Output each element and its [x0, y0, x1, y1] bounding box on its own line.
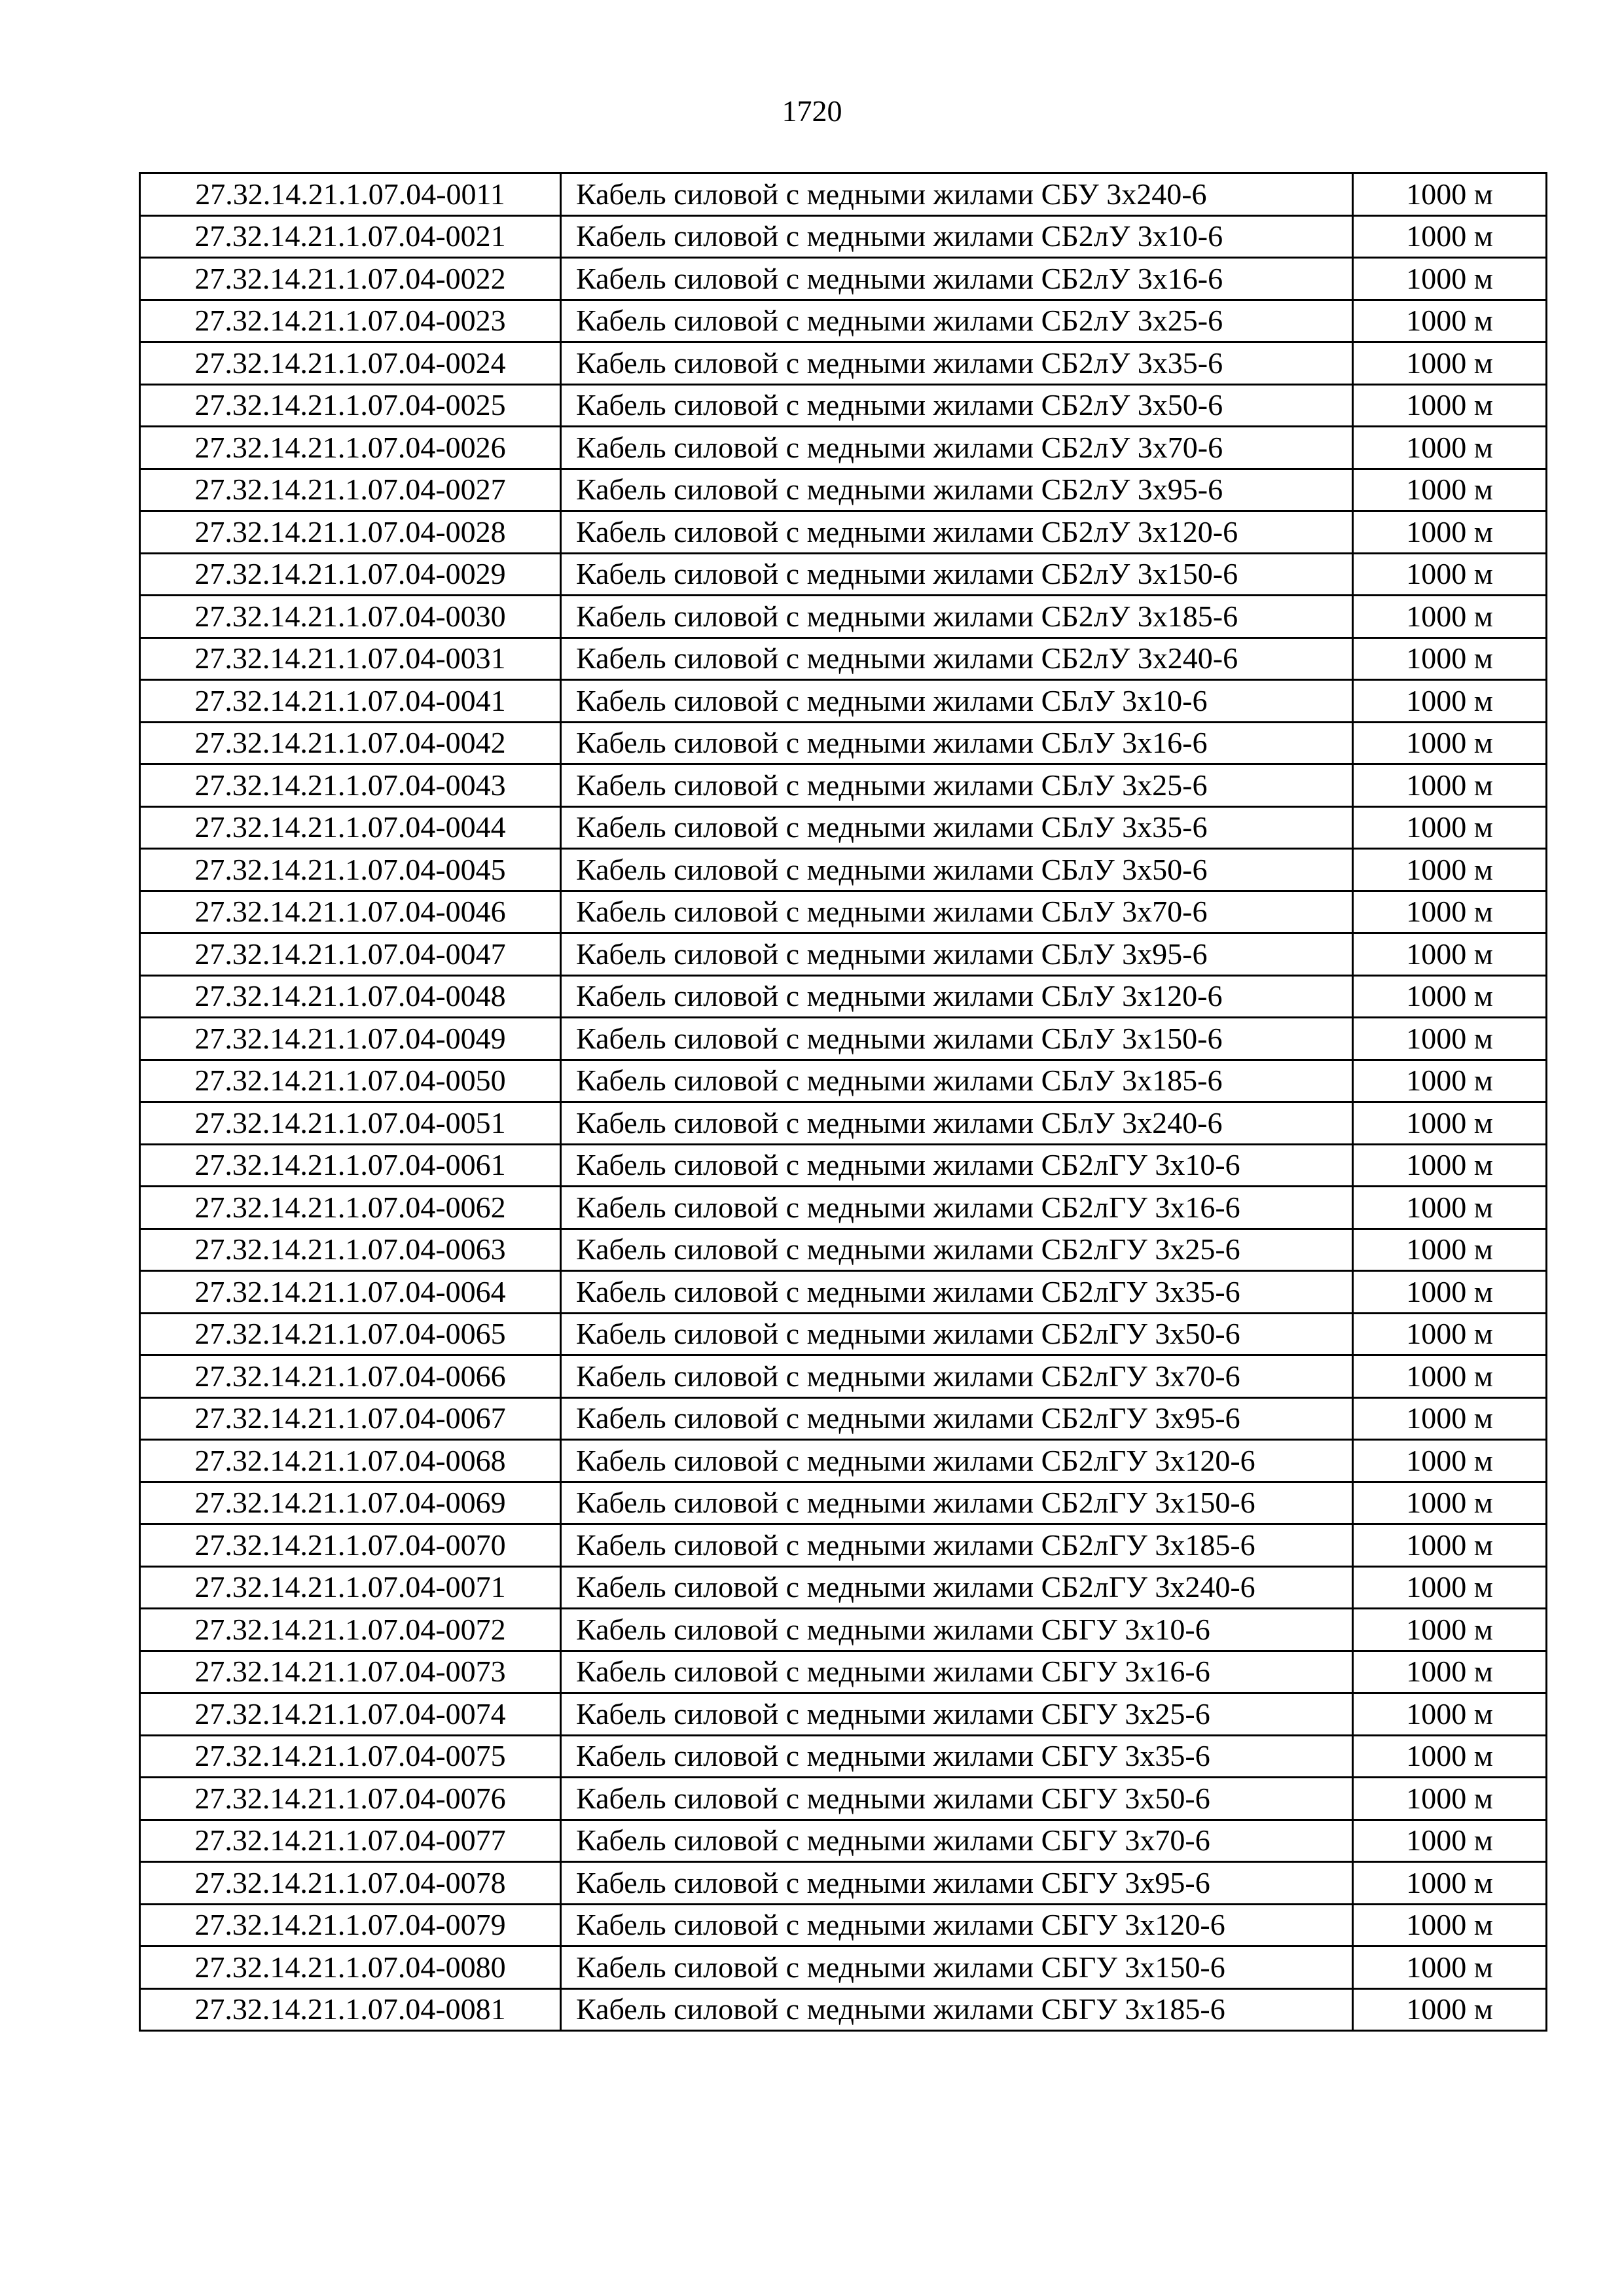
- item-name-cell: Кабель силовой с медными жилами СБлУ 3х95-6: [561, 933, 1353, 976]
- table-row: [140, 1271, 1547, 1314]
- item-name-cell: Кабель силовой с медными жилами СБ2лГУ 3х120-6: [561, 1440, 1353, 1482]
- table-row: [140, 1904, 1547, 1946]
- item-code-cell: 27.32.14.21.1.07.04-0074: [140, 1693, 561, 1736]
- item-code-cell: 27.32.14.21.1.07.04-0031: [140, 637, 561, 680]
- page-number: 1720: [782, 94, 842, 128]
- item-unit-cell: 1000 м: [1353, 1904, 1547, 1946]
- table-row: [140, 1524, 1547, 1567]
- item-name-cell: Кабель силовой с медными жилами СБ2лУ 3х70-6: [561, 427, 1353, 469]
- table-row: [140, 1778, 1547, 1820]
- item-code-cell: 27.32.14.21.1.07.04-0081: [140, 1988, 561, 2031]
- table-row: [140, 637, 1547, 680]
- item-unit-cell: 1000 м: [1353, 1144, 1547, 1187]
- item-name-cell: Кабель силовой с медными жилами СБлУ 3х10-6: [561, 680, 1353, 723]
- item-code-cell: 27.32.14.21.1.07.04-0051: [140, 1102, 561, 1145]
- item-name-cell: Кабель силовой с медными жилами СБлУ 3х35-6: [561, 806, 1353, 849]
- item-name-cell: Кабель силовой с медными жилами СБ2лГУ 3х70-6: [561, 1355, 1353, 1398]
- item-code-cell: 27.32.14.21.1.07.04-0047: [140, 933, 561, 976]
- item-code-cell: 27.32.14.21.1.07.04-0044: [140, 806, 561, 849]
- item-code-cell: 27.32.14.21.1.07.04-0023: [140, 300, 561, 342]
- item-code-cell: 27.32.14.21.1.07.04-0028: [140, 511, 561, 554]
- item-name-cell: Кабель силовой с медными жилами СБУ 3х240-6: [561, 173, 1353, 216]
- item-name-cell: Кабель силовой с медными жилами СБлУ 3х240-6: [561, 1102, 1353, 1145]
- item-code-cell: 27.32.14.21.1.07.04-0043: [140, 764, 561, 807]
- item-code-cell: 27.32.14.21.1.07.04-0071: [140, 1566, 561, 1609]
- item-name-cell: Кабель силовой с медными жилами СБГУ 3х50-6: [561, 1778, 1353, 1820]
- table-row: [140, 258, 1547, 300]
- table-row: [140, 849, 1547, 891]
- item-name-cell: Кабель силовой с медными жилами СБ2лУ 3х185-6: [561, 596, 1353, 638]
- table-row: [140, 1313, 1547, 1355]
- item-name-cell: Кабель силовой с медными жилами СБлУ 3х120-6: [561, 975, 1353, 1018]
- table-row: [140, 1988, 1547, 2031]
- item-code-cell: 27.32.14.21.1.07.04-0062: [140, 1187, 561, 1229]
- item-unit-cell: 1000 м: [1353, 1397, 1547, 1440]
- item-unit-cell: 1000 м: [1353, 1693, 1547, 1736]
- item-name-cell: Кабель силовой с медными жилами СБГУ 3х25-6: [561, 1693, 1353, 1736]
- item-name-cell: Кабель силовой с медными жилами СБ2лГУ 3х95-6: [561, 1397, 1353, 1440]
- table-row: [140, 1735, 1547, 1778]
- table-row: [140, 975, 1547, 1018]
- table-row: [140, 1609, 1547, 1651]
- item-code-cell: 27.32.14.21.1.07.04-0068: [140, 1440, 561, 1482]
- table-row: [140, 764, 1547, 807]
- table-row: [140, 933, 1547, 976]
- table-row: [140, 1187, 1547, 1229]
- item-code-cell: 27.32.14.21.1.07.04-0065: [140, 1313, 561, 1355]
- item-code-cell: 27.32.14.21.1.07.04-0077: [140, 1820, 561, 1862]
- item-code-cell: 27.32.14.21.1.07.04-0072: [140, 1609, 561, 1651]
- item-code-cell: 27.32.14.21.1.07.04-0080: [140, 1946, 561, 1989]
- item-code-cell: 27.32.14.21.1.07.04-0061: [140, 1144, 561, 1187]
- item-name-cell: Кабель силовой с медными жилами СБлУ 3х50-6: [561, 849, 1353, 891]
- item-unit-cell: 1000 м: [1353, 1271, 1547, 1314]
- item-unit-cell: 1000 м: [1353, 342, 1547, 385]
- item-unit-cell: 1000 м: [1353, 1609, 1547, 1651]
- item-code-cell: 27.32.14.21.1.07.04-0021: [140, 215, 561, 258]
- item-name-cell: Кабель силовой с медными жилами СБ2лУ 3х50-6: [561, 384, 1353, 427]
- table-row: [140, 680, 1547, 723]
- item-unit-cell: 1000 м: [1353, 891, 1547, 933]
- item-code-cell: 27.32.14.21.1.07.04-0066: [140, 1355, 561, 1398]
- table-row: [140, 1482, 1547, 1524]
- item-unit-cell: 1000 м: [1353, 1735, 1547, 1778]
- item-code-cell: 27.32.14.21.1.07.04-0073: [140, 1651, 561, 1693]
- item-code-cell: 27.32.14.21.1.07.04-0041: [140, 680, 561, 723]
- table-row: [140, 596, 1547, 638]
- item-name-cell: Кабель силовой с медными жилами СБ2лУ 3х25-6: [561, 300, 1353, 342]
- item-code-cell: 27.32.14.21.1.07.04-0045: [140, 849, 561, 891]
- item-unit-cell: 1000 м: [1353, 1482, 1547, 1524]
- item-unit-cell: 1000 м: [1353, 1946, 1547, 1989]
- item-code-cell: 27.32.14.21.1.07.04-0029: [140, 553, 561, 596]
- item-unit-cell: 1000 м: [1353, 1018, 1547, 1060]
- item-unit-cell: 1000 м: [1353, 680, 1547, 723]
- item-name-cell: Кабель силовой с медными жилами СБ2лГУ 3х185-6: [561, 1524, 1353, 1567]
- item-code-cell: 27.32.14.21.1.07.04-0069: [140, 1482, 561, 1524]
- item-unit-cell: 1000 м: [1353, 258, 1547, 300]
- item-unit-cell: 1000 м: [1353, 427, 1547, 469]
- item-name-cell: Кабель силовой с медными жилами СБ2лУ 3х16-6: [561, 258, 1353, 300]
- item-name-cell: Кабель силовой с медными жилами СБ2лУ 3х150-6: [561, 553, 1353, 596]
- item-unit-cell: 1000 м: [1353, 806, 1547, 849]
- item-name-cell: Кабель силовой с медными жилами СБлУ 3х25-6: [561, 764, 1353, 807]
- table-row: [140, 1693, 1547, 1736]
- item-unit-cell: 1000 м: [1353, 975, 1547, 1018]
- item-name-cell: Кабель силовой с медными жилами СБГУ 3х120-6: [561, 1904, 1353, 1946]
- item-unit-cell: 1000 м: [1353, 1229, 1547, 1271]
- table-row: [140, 1566, 1547, 1609]
- item-code-cell: 27.32.14.21.1.07.04-0070: [140, 1524, 561, 1567]
- table-row: [140, 1820, 1547, 1862]
- item-name-cell: Кабель силовой с медными жилами СБлУ 3х185-6: [561, 1060, 1353, 1102]
- item-code-cell: 27.32.14.21.1.07.04-0078: [140, 1862, 561, 1905]
- item-code-cell: 27.32.14.21.1.07.04-0026: [140, 427, 561, 469]
- table-row: [140, 1440, 1547, 1482]
- table-row: [140, 1229, 1547, 1271]
- item-unit-cell: 1000 м: [1353, 1524, 1547, 1567]
- table-row: [140, 300, 1547, 342]
- item-code-cell: 27.32.14.21.1.07.04-0079: [140, 1904, 561, 1946]
- item-name-cell: Кабель силовой с медными жилами СБ2лУ 3х35-6: [561, 342, 1353, 385]
- item-code-cell: 27.32.14.21.1.07.04-0064: [140, 1271, 561, 1314]
- catalog-table-body: [140, 173, 1547, 2031]
- item-code-cell: 27.32.14.21.1.07.04-0030: [140, 596, 561, 638]
- item-unit-cell: 1000 м: [1353, 511, 1547, 554]
- table-row: [140, 1355, 1547, 1398]
- table-row: [140, 1862, 1547, 1905]
- item-unit-cell: 1000 м: [1353, 1862, 1547, 1905]
- table-row: [140, 1144, 1547, 1187]
- item-unit-cell: 1000 м: [1353, 469, 1547, 511]
- table-row: [140, 511, 1547, 554]
- item-code-cell: 27.32.14.21.1.07.04-0027: [140, 469, 561, 511]
- item-unit-cell: 1000 м: [1353, 1440, 1547, 1482]
- item-unit-cell: 1000 м: [1353, 1651, 1547, 1693]
- item-name-cell: Кабель силовой с медными жилами СБГУ 3х16-6: [561, 1651, 1353, 1693]
- item-code-cell: 27.32.14.21.1.07.04-0024: [140, 342, 561, 385]
- table-row: [140, 1102, 1547, 1145]
- item-name-cell: Кабель силовой с медными жилами СБ2лГУ 3х240-6: [561, 1566, 1353, 1609]
- item-code-cell: 27.32.14.21.1.07.04-0042: [140, 722, 561, 764]
- table-row: [140, 427, 1547, 469]
- item-unit-cell: 1000 м: [1353, 1988, 1547, 2031]
- item-unit-cell: 1000 м: [1353, 764, 1547, 807]
- item-unit-cell: 1000 м: [1353, 553, 1547, 596]
- item-unit-cell: 1000 м: [1353, 722, 1547, 764]
- table-row: [140, 1651, 1547, 1693]
- item-name-cell: Кабель силовой с медными жилами СБГУ 3х70-6: [561, 1820, 1353, 1862]
- item-code-cell: 27.32.14.21.1.07.04-0048: [140, 975, 561, 1018]
- item-unit-cell: 1000 м: [1353, 1566, 1547, 1609]
- item-name-cell: Кабель силовой с медными жилами СБ2лГУ 3х150-6: [561, 1482, 1353, 1524]
- catalog-table: [139, 172, 1547, 2032]
- item-code-cell: 27.32.14.21.1.07.04-0049: [140, 1018, 561, 1060]
- item-code-cell: 27.32.14.21.1.07.04-0067: [140, 1397, 561, 1440]
- item-unit-cell: 1000 м: [1353, 173, 1547, 216]
- item-unit-cell: 1000 м: [1353, 849, 1547, 891]
- item-name-cell: Кабель силовой с медными жилами СБ2лУ 3х10-6: [561, 215, 1353, 258]
- table-row: [140, 553, 1547, 596]
- item-name-cell: Кабель силовой с медными жилами СБлУ 3х150-6: [561, 1018, 1353, 1060]
- item-name-cell: Кабель силовой с медными жилами СБ2лГУ 3х16-6: [561, 1187, 1353, 1229]
- item-name-cell: Кабель силовой с медными жилами СБлУ 3х16-6: [561, 722, 1353, 764]
- item-unit-cell: 1000 м: [1353, 1820, 1547, 1862]
- item-unit-cell: 1000 м: [1353, 933, 1547, 976]
- table-row: [140, 342, 1547, 385]
- item-unit-cell: 1000 м: [1353, 300, 1547, 342]
- item-unit-cell: 1000 м: [1353, 637, 1547, 680]
- table-row: [140, 215, 1547, 258]
- item-unit-cell: 1000 м: [1353, 384, 1547, 427]
- item-name-cell: Кабель силовой с медными жилами СБ2лГУ 3х50-6: [561, 1313, 1353, 1355]
- table-row: [140, 1018, 1547, 1060]
- item-unit-cell: 1000 м: [1353, 1313, 1547, 1355]
- item-name-cell: Кабель силовой с медными жилами СБ2лУ 3х120-6: [561, 511, 1353, 554]
- item-name-cell: Кабель силовой с медными жилами СБГУ 3х95-6: [561, 1862, 1353, 1905]
- item-unit-cell: 1000 м: [1353, 596, 1547, 638]
- table-row: [140, 1397, 1547, 1440]
- table-row: [140, 891, 1547, 933]
- item-name-cell: Кабель силовой с медными жилами СБГУ 3х10-6: [561, 1609, 1353, 1651]
- item-unit-cell: 1000 м: [1353, 1060, 1547, 1102]
- item-code-cell: 27.32.14.21.1.07.04-0063: [140, 1229, 561, 1271]
- table-row: [140, 722, 1547, 764]
- table-row: [140, 806, 1547, 849]
- item-unit-cell: 1000 м: [1353, 215, 1547, 258]
- item-code-cell: 27.32.14.21.1.07.04-0046: [140, 891, 561, 933]
- table-row: [140, 173, 1547, 216]
- item-unit-cell: 1000 м: [1353, 1778, 1547, 1820]
- item-code-cell: 27.32.14.21.1.07.04-0050: [140, 1060, 561, 1102]
- table-row: [140, 384, 1547, 427]
- item-name-cell: Кабель силовой с медными жилами СБ2лУ 3х95-6: [561, 469, 1353, 511]
- item-code-cell: 27.32.14.21.1.07.04-0011: [140, 173, 561, 216]
- item-name-cell: Кабель силовой с медными жилами СБГУ 3х185-6: [561, 1988, 1353, 2031]
- item-name-cell: Кабель силовой с медными жилами СБГУ 3х35-6: [561, 1735, 1353, 1778]
- item-unit-cell: 1000 м: [1353, 1187, 1547, 1229]
- item-name-cell: Кабель силовой с медными жилами СБлУ 3х70-6: [561, 891, 1353, 933]
- item-name-cell: Кабель силовой с медными жилами СБ2лУ 3х240-6: [561, 637, 1353, 680]
- item-name-cell: Кабель силовой с медными жилами СБ2лГУ 3х25-6: [561, 1229, 1353, 1271]
- table-row: [140, 469, 1547, 511]
- item-name-cell: Кабель силовой с медными жилами СБ2лГУ 3х10-6: [561, 1144, 1353, 1187]
- item-code-cell: 27.32.14.21.1.07.04-0022: [140, 258, 561, 300]
- item-name-cell: Кабель силовой с медными жилами СБГУ 3х150-6: [561, 1946, 1353, 1989]
- item-unit-cell: 1000 м: [1353, 1355, 1547, 1398]
- table-row: [140, 1946, 1547, 1989]
- item-name-cell: Кабель силовой с медными жилами СБ2лГУ 3х35-6: [561, 1271, 1353, 1314]
- item-code-cell: 27.32.14.21.1.07.04-0076: [140, 1778, 561, 1820]
- item-unit-cell: 1000 м: [1353, 1102, 1547, 1145]
- table-row: [140, 1060, 1547, 1102]
- item-code-cell: 27.32.14.21.1.07.04-0025: [140, 384, 561, 427]
- item-code-cell: 27.32.14.21.1.07.04-0075: [140, 1735, 561, 1778]
